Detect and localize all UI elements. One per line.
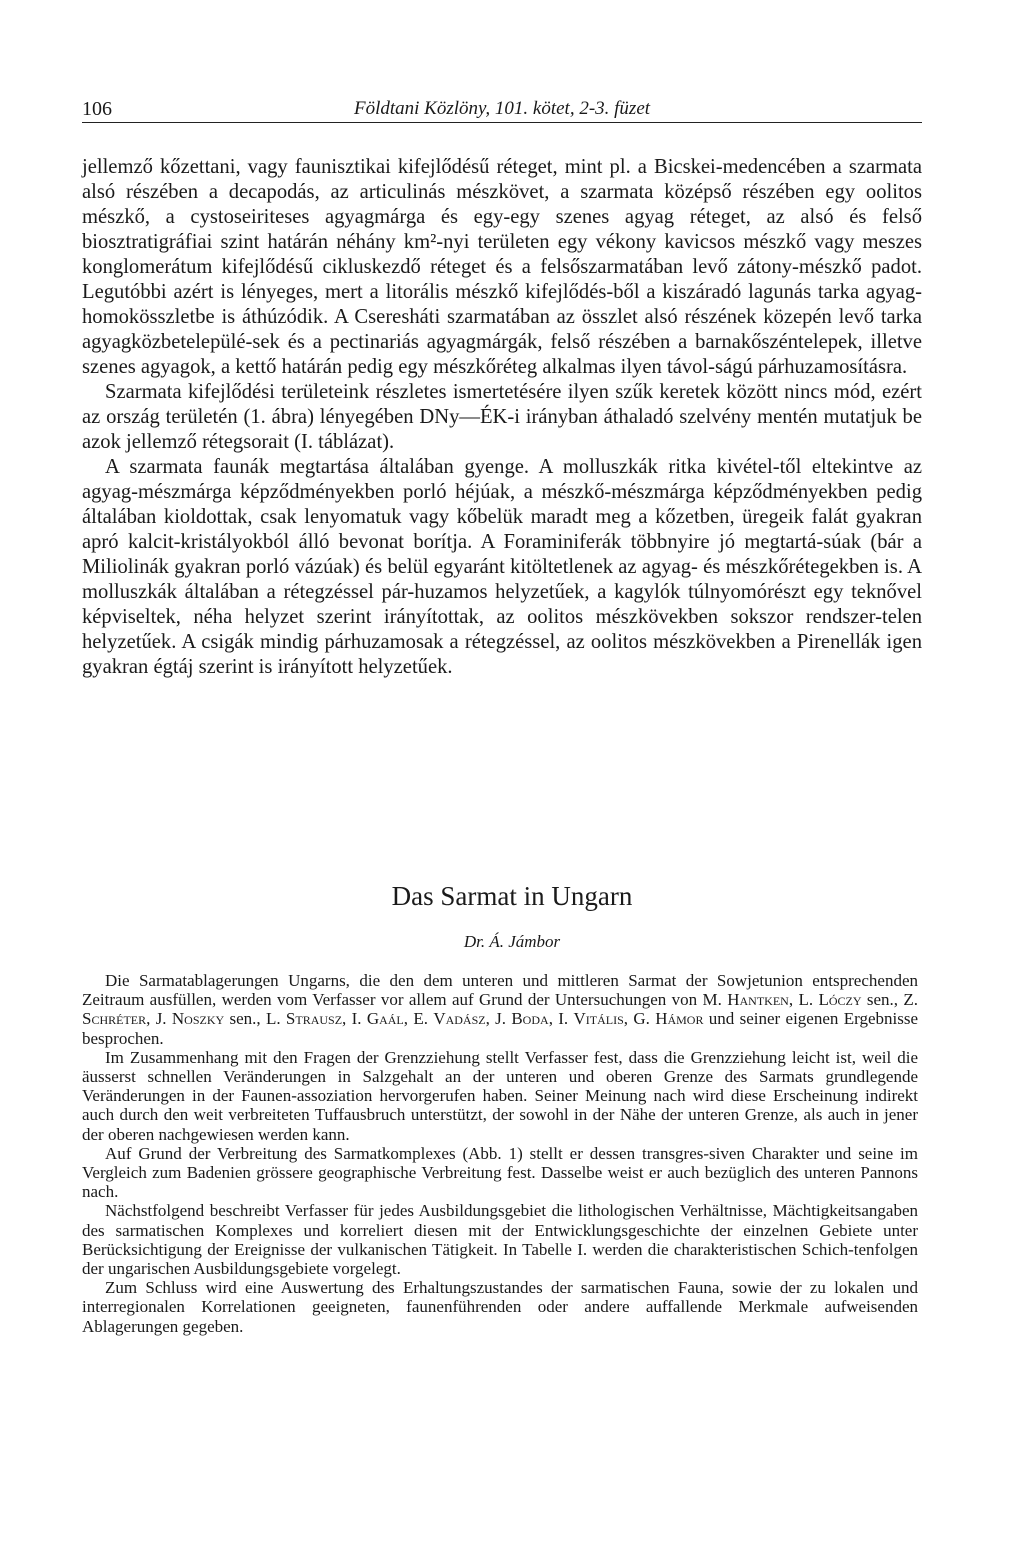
summary-author: Dr. Á. Jámbor: [463, 932, 561, 951]
summary-paragraph: Im Zusammenhang mit den Fragen der Grenzziehung stellt Verfasser fest, dass die Grenzziehung leicht ist, weil die äusserst schnellen Veränderungen in Salzgehalt an der unteren und oberen Grenze des Sarmats grundlegende Veränderungen in der Faunen-assoziation hervorgerufen haben. Seiner Meinung nach wird diese Erscheinung indirekt auch durch den weit verbreiteten Tuffausbruch unterstützt, der sowohl in der Nähe der unteren Grenze, als auch in jener der oberen nachgewiesen werden kann.: [82, 1047, 918, 1144]
hungarian-paragraph: A szarmata faunák megtartása általában gyenge. A molluszkák ritka kivétel-től eltekintve az agyag-mészmárga képződményekben porló héjúak, a mészkő-mészmárga képződményekben pedig általában kioldottak, csak lenyomatuk vagy kőbelük maradt meg a kőzetben, üregeik falát gyakran apró kalcit-kristályokból álló bevonat borítja. A Foraminiferák többnyire jó megtartá-súak (bár a Miliolinák gyakran porló vázúak) és belül egyaránt kitöltetlenek az agyag- és mészkőrétegekben is. A molluszkák általában a rétegzéssel pár-huzamos helyzetűek, a kagylók túlnyomórészt egy teknővel képviseltek, néha helyzet szerint irányítottak, az oolitos mészkövekben sokszor rendszer-telen helyzetűek. A csigák mindig párhuzamosak a rétegzéssel, az oolitos mészkövekben a Pirenellák igen gyakran égtáj szerint is irányított helyzetűek.: [82, 456, 922, 678]
text-run: sen., L.: [224, 1009, 286, 1029]
hungarian-paragraph: jellemző kőzettani, vagy faunisztikai kifejlődésű réteget, mint pl. a Bicskei-medencében a szarmata alsó részében a decapodás, az articulinás mészkövet, a szarmata középső részében egy oolitos mészkő, a cystoseiriteses agyagmárga és egy-egy szenes agyag réteget, az alsó és felső biosztratigráfiai szint határán néhány km²-nyi területen egy vékony kavicsos mészkő vagy meszes konglomerátum kifejlődésű cikluskezdő réteget és a felsőszarmatában levő zátony-mészkő padot. Legutóbbi azért is lényeges, mert a litorális mészkő kifejlődés-ből a kiszáradó lagunás tarka agyag-homokösszletbe is áthúzódik. A Cseresháti szarmatában az összlet alsó részének közepén levő tarka agyagközbetelepülé-sek és a pectinariás agyagmárgák, felső részében a barnakőszéntelepek, illetve szenes agyagok, a kettő határán pedig egy mészkőréteg alkalmas ilyen távol-ságú párhuzamosításra.: [82, 156, 922, 378]
summary-paragraph: Auf Grund der Verbreitung des Sarmatkomplexes (Abb. 1) stellt er dessen transgres-siven Charakter und seine im Vergleich zum Badenien grössere geographische Verbreitung fest. Dasselbe weist er auch bezüglich des unteren Pannons nach.: [82, 1143, 918, 1202]
author-name: Strausz: [285, 1009, 343, 1029]
author-name: Hámor: [655, 1009, 704, 1029]
summary-paragraph: [82, 971, 918, 1048]
summary-paragraph: Zum Schluss wird eine Auswertung des Erhaltungszustandes der sarmatischen Fauna, sowie der zu lokalen und interregionalen Korrelationen geeigneten, faunenführenden oder andere auffallende Merkmale aufweisenden Ablagerungen gegeben.: [82, 1278, 918, 1336]
text-run: und seiner eigenen Ergebnisse besprochen.: [82, 1009, 918, 1048]
summary-title: Das Sarmat in Ungarn: [391, 881, 633, 911]
author-name: Vadász: [433, 1009, 486, 1029]
text-run: , L.: [788, 990, 819, 1010]
author-name: Schréter: [82, 1009, 147, 1029]
text-run: , G.: [623, 1009, 656, 1029]
text-run: , I.: [342, 1009, 367, 1029]
page-number: 106: [82, 98, 112, 120]
author-name: Gaál: [366, 1009, 404, 1029]
running-header: [82, 98, 922, 123]
text-run: , J.: [146, 1009, 172, 1029]
text-run: , E.: [403, 1009, 434, 1029]
text-run: , I.: [548, 1009, 574, 1029]
german-summary: [82, 971, 918, 1336]
text-run: Die Sarmatablagerungen Ungarns, die den dem unteren und mittleren Sarmat der Sowjetunion entsprechenden Zeitraum ausfüllen, werden vom Verfasser vor allem auf Grund der Untersuchungen von M.: [82, 971, 918, 1010]
hungarian-body: [82, 155, 922, 680]
running-title: Földtani Közlöny, 101. kötet, 2-3. füzet: [353, 98, 651, 119]
author-name: Vitális: [573, 1009, 624, 1029]
text-run: , J.: [485, 1009, 512, 1029]
author-name: Hantken: [727, 990, 789, 1010]
author-name: Noszky: [171, 1009, 225, 1029]
summary-paragraph: Nächstfolgend beschreibt Verfasser für jedes Ausbildungsgebiet die lithologischen Verhältnisse, Mächtigkeitsangaben des sarmatischen Komplexes und korreliert diesen mit der Entwicklungsgeschichte der einzelnen Gebiete unter Berücksichtigung der Ereignisse der vulkanischen Tätigkeit. In Tabelle I. werden die charakteristischen Schich-tenfolgen der ungarischen Ausbildungsgebiete vorgelegt.: [82, 1201, 918, 1279]
author-name: Boda: [511, 1009, 549, 1029]
hungarian-paragraph: Szarmata kifejlődési területeink részletes ismertetésére ilyen szűk keretek között nincs mód, ezért az ország területén (1. ábra) lényegében DNy—ÉK-i irányban áthaladó szelvény mentén mutatjuk be azok jellemző rétegsorait (I. táblázat).: [82, 381, 922, 453]
text-run: sen., Z.: [861, 990, 919, 1010]
author-name: Lóczy: [818, 990, 862, 1010]
